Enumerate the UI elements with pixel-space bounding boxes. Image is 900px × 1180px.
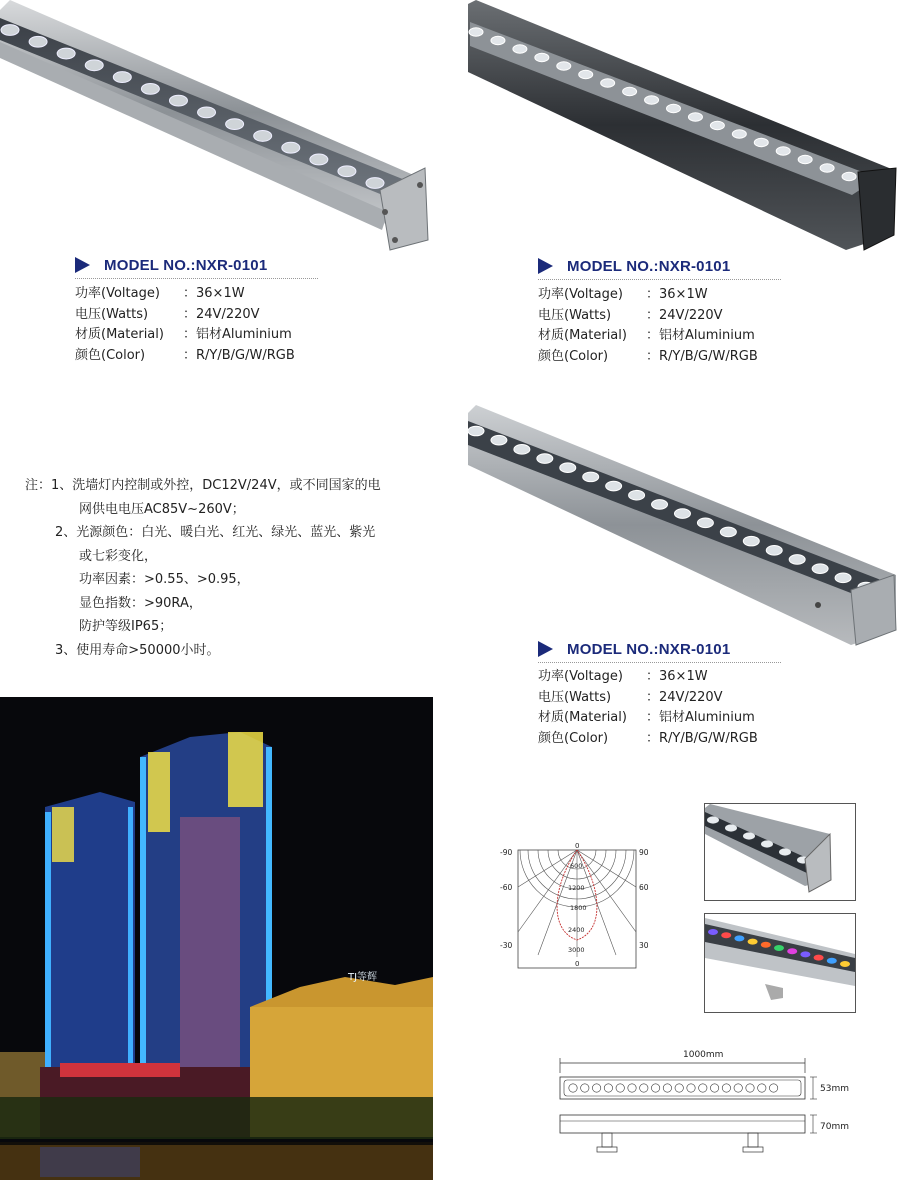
polar-distribution-diagram bbox=[498, 840, 658, 972]
led-dot bbox=[310, 154, 328, 165]
led-dot bbox=[779, 848, 791, 855]
note-line: 防护等级IP65； bbox=[79, 619, 173, 634]
led-dot bbox=[606, 481, 622, 491]
led-dot bbox=[282, 142, 300, 153]
note-line: 或七彩变化， bbox=[79, 548, 158, 564]
led-dot bbox=[766, 545, 782, 555]
led-dot bbox=[645, 96, 659, 104]
spec-row: 电压(Watts) ： 24V/220V bbox=[538, 307, 723, 323]
angle-label: -60 bbox=[500, 883, 513, 892]
building-sign: TJ等辉 bbox=[348, 972, 378, 983]
spec-row: 材质(Material) ： 铝材Aluminium bbox=[538, 710, 755, 725]
led-outline bbox=[734, 1084, 742, 1092]
led-dot bbox=[57, 48, 75, 59]
led-dot bbox=[579, 70, 593, 78]
led-dot bbox=[535, 53, 549, 61]
led-outline bbox=[616, 1084, 624, 1092]
intensity-label: 600 bbox=[570, 862, 583, 870]
triangle-bullet-icon bbox=[538, 641, 553, 657]
led-dot bbox=[827, 958, 837, 964]
model-heading-2 bbox=[538, 255, 730, 277]
led-dot bbox=[708, 929, 718, 935]
led-dot bbox=[743, 536, 759, 546]
led-dot bbox=[842, 172, 856, 180]
led-dot bbox=[761, 840, 773, 847]
led-dot bbox=[787, 948, 797, 954]
led-dot bbox=[774, 945, 784, 951]
led-outline bbox=[687, 1084, 695, 1092]
spec-row: 电压(Watts) ： 24V/220V bbox=[75, 306, 260, 322]
model-heading-3 bbox=[538, 638, 730, 660]
led-dot bbox=[629, 490, 645, 500]
led-dot bbox=[537, 454, 553, 464]
led-dot bbox=[776, 147, 790, 155]
led-dot bbox=[652, 500, 668, 510]
led-outline bbox=[651, 1084, 659, 1092]
led-dot bbox=[169, 95, 187, 106]
height-label-top: 53mm bbox=[820, 1084, 849, 1094]
spec-list-3 bbox=[538, 667, 758, 749]
divider bbox=[538, 279, 781, 280]
model-number: MODEL NO.:NXR-0101 bbox=[567, 640, 731, 658]
spec-row: 功率(Voltage) ： 36×1W bbox=[75, 286, 245, 301]
height-label-bottom: 70mm bbox=[820, 1122, 849, 1132]
led-outline bbox=[710, 1084, 718, 1092]
led-dot bbox=[798, 155, 812, 163]
led-dot bbox=[1, 25, 19, 36]
intensity-label: 1800 bbox=[570, 904, 587, 912]
led-dot bbox=[557, 62, 571, 70]
note-line: 2、光源颜色：白光、暖白光、红光、绿光、蓝光、紫光 bbox=[55, 525, 376, 540]
led-outline bbox=[758, 1084, 766, 1092]
led-outline bbox=[569, 1084, 577, 1092]
led-dot bbox=[754, 138, 768, 146]
dimension-drawing bbox=[555, 1045, 875, 1160]
led-dot bbox=[734, 935, 744, 941]
led-dot bbox=[469, 28, 483, 36]
triangle-bullet-icon bbox=[538, 258, 553, 274]
product-thumbnail-image bbox=[705, 914, 855, 1012]
spec-row: 电压(Watts) ： 24V/220V bbox=[538, 689, 723, 705]
led-dot bbox=[113, 72, 131, 83]
angle-label: 90 bbox=[639, 848, 649, 857]
led-dot bbox=[761, 942, 771, 948]
led-outline bbox=[746, 1084, 754, 1092]
led-outline bbox=[675, 1084, 683, 1092]
intensity-label: 3000 bbox=[568, 946, 585, 954]
led-outline bbox=[640, 1084, 648, 1092]
led-dot bbox=[623, 87, 637, 95]
spec-row: 材质(Material) ： 铝材Aluminium bbox=[538, 328, 755, 343]
triangle-bullet-icon bbox=[75, 257, 90, 273]
led-dot bbox=[468, 426, 484, 436]
led-dot bbox=[141, 83, 159, 94]
note-line: 注：1、洗墙灯内控制或外控，DC12V/24V，或不同国家的电 bbox=[25, 478, 381, 493]
led-dot bbox=[820, 164, 834, 172]
led-dot bbox=[29, 36, 47, 47]
led-dot bbox=[254, 131, 272, 142]
led-dot bbox=[743, 832, 755, 839]
spec-list-2 bbox=[538, 285, 758, 367]
led-outline bbox=[604, 1084, 612, 1092]
led-dot bbox=[814, 955, 824, 961]
spec-row: 功率(Voltage) ： 36×1W bbox=[538, 669, 708, 684]
led-dot bbox=[725, 824, 737, 831]
led-dot bbox=[198, 107, 216, 118]
spec-row: 颜色(Color) ： R/Y/B/G/W/RGB bbox=[538, 348, 758, 364]
divider bbox=[75, 278, 318, 279]
spec-row: 材质(Material) ： 铝材Aluminium bbox=[75, 327, 292, 342]
angle-label: 0 bbox=[575, 842, 580, 850]
led-dot bbox=[583, 472, 599, 482]
led-outline bbox=[699, 1084, 707, 1092]
led-dot bbox=[721, 932, 731, 938]
led-dot bbox=[85, 60, 103, 71]
led-dot bbox=[697, 518, 713, 528]
led-dot bbox=[514, 445, 530, 455]
led-dot bbox=[491, 435, 507, 445]
led-outline bbox=[722, 1084, 730, 1092]
led-dot bbox=[226, 119, 244, 130]
led-dot bbox=[560, 463, 576, 473]
led-dot bbox=[800, 951, 810, 957]
led-outline bbox=[663, 1084, 671, 1092]
spec-row: 功率(Voltage) ： 36×1W bbox=[538, 287, 708, 302]
spec-list-1 bbox=[75, 284, 295, 366]
led-dot bbox=[812, 564, 828, 574]
led-dot bbox=[710, 121, 724, 129]
night-building-photo bbox=[0, 697, 433, 1180]
note-line: 显色指数：>90RA， bbox=[79, 595, 202, 611]
angle-label: -30 bbox=[500, 941, 513, 950]
led-dot bbox=[732, 130, 746, 138]
led-dot bbox=[707, 816, 719, 823]
length-label: 1000mm bbox=[683, 1050, 724, 1060]
led-dot bbox=[491, 36, 505, 44]
led-dot bbox=[688, 113, 702, 121]
notes-block bbox=[25, 474, 381, 662]
note-line: 功率因素：>0.55、>0.95， bbox=[79, 572, 250, 587]
led-dot bbox=[789, 555, 805, 565]
angle-label: 60 bbox=[639, 883, 649, 892]
product-photo-3 bbox=[466, 405, 900, 650]
product-photo-2 bbox=[466, 0, 900, 260]
led-outline bbox=[769, 1084, 777, 1092]
note-line: 3、使用寿命>50000小时。 bbox=[55, 642, 220, 658]
angle-label: 30 bbox=[639, 941, 649, 950]
led-dot bbox=[667, 104, 681, 112]
led-outline bbox=[581, 1084, 589, 1092]
model-number: MODEL NO.:NXR-0101 bbox=[567, 257, 731, 275]
product-thumbnail-2 bbox=[704, 913, 856, 1013]
intensity-label: 2400 bbox=[568, 926, 585, 934]
divider bbox=[538, 662, 781, 663]
spec-row: 颜色(Color) ： R/Y/B/G/W/RGB bbox=[75, 347, 295, 363]
product-thumbnail-1 bbox=[704, 803, 856, 901]
led-dot bbox=[366, 178, 384, 189]
product-photo-1 bbox=[0, 0, 440, 260]
note-line: 网供电电压AC85V~260V； bbox=[79, 501, 245, 517]
led-dot bbox=[720, 527, 736, 537]
led-dot bbox=[513, 45, 527, 53]
angle-label: 0 bbox=[575, 960, 580, 968]
intensity-label: 1200 bbox=[568, 884, 585, 892]
led-outline bbox=[628, 1084, 636, 1092]
led-outline bbox=[592, 1084, 600, 1092]
led-dot bbox=[601, 79, 615, 87]
spec-row: 颜色(Color) ： R/Y/B/G/W/RGB bbox=[538, 730, 758, 746]
angle-label: -90 bbox=[500, 848, 513, 857]
led-dot bbox=[835, 573, 851, 583]
model-number: MODEL NO.:NXR-0101 bbox=[104, 256, 268, 274]
product-thumbnail-image bbox=[705, 804, 855, 900]
led-dot bbox=[338, 166, 356, 177]
model-heading-1 bbox=[75, 254, 267, 276]
led-dot bbox=[674, 509, 690, 519]
led-dot bbox=[840, 961, 850, 967]
led-dot bbox=[748, 939, 758, 945]
